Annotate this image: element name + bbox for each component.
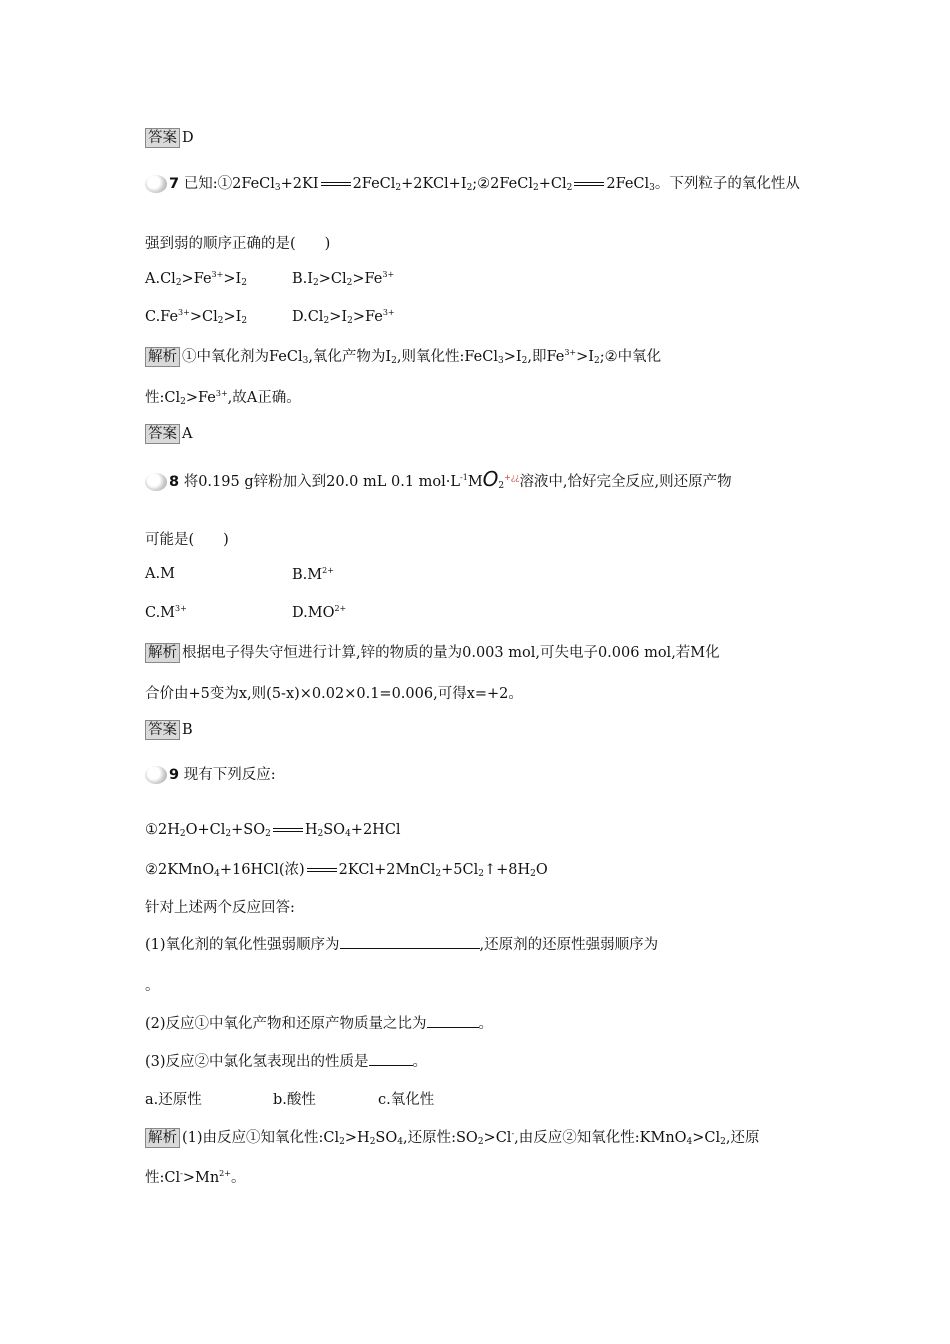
- option-label: A.M: [145, 566, 175, 582]
- analysis-text: >Cl: [692, 1130, 721, 1146]
- analysis-text: ,还原性:SO: [402, 1130, 478, 1146]
- q7-text: ;②2FeCl: [472, 176, 533, 192]
- analysis-text: >H: [344, 1130, 370, 1146]
- analysis-text: ,由反应②知氧化性:KMnO: [514, 1130, 687, 1146]
- q8-text: M: [467, 474, 483, 490]
- answer-value: D: [182, 130, 194, 146]
- question-7-stem: 7 已知:①2FeCl$_3$+2KI $2FeCl_2+2KCl+I_2;②2FeCl_2+Cl_2$ 2FeCl$_3$。下列粒子的氧化性从: [145, 172, 800, 193]
- analysis-text: ;②中氧化: [599, 349, 662, 365]
- question-9-sub-1-line2: [145, 974, 160, 995]
- question-8-analysis: [145, 641, 720, 663]
- question-8-option-b: $B.M^{2+}$: [292, 566, 334, 583]
- equals-sign-icon: [574, 182, 604, 186]
- analysis-tag: 解析: [145, 347, 180, 367]
- analysis-text: >I: [576, 349, 594, 365]
- equals-sign-icon: [273, 828, 303, 832]
- option-label: D.MO: [292, 605, 335, 621]
- option-label: B.I: [292, 271, 313, 287]
- formula-o-symbol: O: [482, 467, 499, 491]
- analysis-text: 性:Cl: [145, 390, 181, 406]
- answer-blank[interactable]: [427, 1027, 479, 1028]
- question-7-option-b: $B.I_2>Cl_2>Fe^{3+}$: [292, 270, 395, 288]
- reaction-text: +16HCl(浓): [219, 862, 305, 878]
- question-marker-icon: [145, 766, 167, 784]
- question-7-answer: [145, 424, 192, 444]
- analysis-text: (1)由反应①知氧化性:Cl: [182, 1130, 340, 1146]
- analysis-text: 性:Cl: [145, 1170, 181, 1186]
- q7-text: 2FeCl: [352, 176, 396, 192]
- answer-blank[interactable]: [369, 1065, 413, 1066]
- analysis-text: >Mn: [182, 1170, 220, 1186]
- question-9-option-a: a.还原性: [145, 1092, 202, 1108]
- reaction-text: 2KCl+2MnCl: [338, 862, 436, 878]
- question-9-stem: [145, 763, 276, 784]
- sub-question-text: (1)氧化剂的氧化性强弱顺序为: [145, 937, 340, 953]
- q9-intro: 现有下列反应:: [183, 767, 276, 783]
- analysis-text: ,即Fe: [527, 349, 565, 365]
- analysis-text: 。: [230, 1170, 246, 1186]
- question-marker-icon: [145, 175, 167, 193]
- answer-line-prev: [145, 128, 194, 148]
- sub-question-text: (2)反应①中氧化产物和还原产物质量之比为: [145, 1016, 427, 1032]
- answer-blank[interactable]: [340, 948, 480, 949]
- question-9-sub-3: [145, 1050, 427, 1071]
- question-number: 9: [169, 767, 180, 783]
- question-9-analysis: 解析 (1)由反应①知氧化性$:Cl_2>H_2SO_4$,还原性$:SO_2>Cl^-$,由反应②知氧化性$:KMnO_4>Cl_2$,还原: [145, 1126, 760, 1148]
- option-label: C.M: [145, 605, 176, 621]
- question-number: 8: [169, 474, 180, 490]
- question-8-analysis-line2: 合价由+5变为x,则(5-x)×0.02×0.1=0.006,可得x=+2。: [145, 686, 523, 702]
- answer-tag: 答案: [145, 720, 180, 740]
- q8-text: 溶液中,恰好完全反应,则还原产物: [519, 474, 732, 490]
- analysis-text: ①中氧化剂为FeCl: [182, 349, 303, 365]
- question-8-answer: [145, 720, 193, 740]
- reaction-text: ①2H: [145, 822, 180, 838]
- answer-tag: 答案: [145, 424, 180, 444]
- answer-value: B: [182, 722, 193, 738]
- option-label: A.Cl: [145, 271, 176, 287]
- question-8-stem: 8 将0.195 g锌粉加入到20.0 mL 0.1 $mol\cdot L^{-1}MO_2^{+¿¿}$溶液中,恰好完全反应,则还原产物: [145, 467, 732, 491]
- reaction-text: +SO: [231, 822, 266, 838]
- question-9-sub-1: [145, 933, 658, 954]
- analysis-text: >Fe: [185, 390, 216, 406]
- option-label: D.Cl: [292, 309, 324, 325]
- question-7-option-a: $A.Cl_2>Fe^{3+}>I_2$: [145, 270, 247, 288]
- question-7-analysis: 解析 ①中氧化剂为FeCl$_3$,氧化产物为$I_2$,则氧化性$:FeCl_3>I_2$,即$Fe^{3+}>I_2;②$中氧化: [145, 345, 661, 367]
- answer-tag: 答案: [145, 128, 180, 148]
- sub-question-text: 。: [478, 1016, 494, 1032]
- q7-text: 2FeCl: [606, 176, 650, 192]
- question-9-prompt: 针对上述两个反应回答:: [145, 900, 295, 916]
- q7-text: +Cl: [538, 176, 567, 192]
- q7-text: 。下列粒子的氧化性从: [654, 176, 800, 192]
- sub-question-text: 。: [412, 1054, 428, 1070]
- question-9-sub-2: [145, 1012, 493, 1033]
- question-7-analysis-line2: 性$:Cl_2>Fe^{3+}$,故A正确。: [145, 389, 301, 407]
- sub-question-text: ,还原剂的还原性强弱顺序为: [479, 937, 659, 953]
- question-8-stem-line2: 可能是( ): [145, 532, 229, 548]
- question-marker-icon: [145, 473, 167, 491]
- q7-text: +2KI: [280, 176, 319, 192]
- option-label: C.Fe: [145, 309, 179, 325]
- equals-sign-icon: [321, 182, 351, 186]
- analysis-text: ,则氧化性:FeCl: [396, 349, 498, 365]
- reaction-text: ↑+8H: [483, 862, 531, 878]
- question-8-option-a: [145, 566, 175, 582]
- reaction-text: H: [304, 822, 318, 838]
- analysis-text: 根据电子得失守恒进行计算,锌的物质的量为0.003 mol,可失电子0.006 mol,若M化: [182, 645, 720, 661]
- question-7-option-c: $C.Fe^{3+}>Cl_2>I_2$: [145, 308, 248, 326]
- question-8-option-d: $D.MO^{2+}$: [292, 604, 347, 621]
- reaction-2: ②2KMnO$_4$+16HCl(浓) $2KCl+2MnCl_2+5Cl_2↑+8H_2O$: [145, 862, 548, 879]
- reaction-text: +5Cl: [441, 862, 479, 878]
- reaction-text: +2HCl: [350, 822, 401, 838]
- q7-text: 已知:①2FeCl: [183, 176, 275, 192]
- q7-text: +2KCl+I: [401, 176, 467, 192]
- analysis-text: >Cl: [483, 1130, 512, 1146]
- analysis-tag: 解析: [145, 1128, 180, 1148]
- analysis-text: >I: [503, 349, 522, 365]
- sub-question-text: (3)反应②中氯化氢表现出的性质是: [145, 1054, 369, 1070]
- question-9-option-b: b.酸性: [273, 1092, 316, 1108]
- reaction-text: O: [535, 862, 548, 878]
- sub-question-text: 。: [145, 978, 160, 994]
- question-9-option-c: c.氧化性: [378, 1092, 435, 1108]
- analysis-text: ,故A正确。: [227, 390, 301, 406]
- question-7-option-d: $D.Cl_2>I_2>Fe^{3+}$: [292, 308, 395, 326]
- analysis-text: ,氧化产物为I: [308, 349, 392, 365]
- option-label: B.M: [292, 567, 323, 583]
- analysis-tag: 解析: [145, 643, 180, 663]
- question-7-stem-line2: 强到弱的顺序正确的是( ): [145, 236, 331, 252]
- equals-sign-icon: [307, 868, 337, 872]
- analysis-text: SO: [375, 1130, 398, 1146]
- reaction-text: O+Cl: [185, 822, 226, 838]
- question-8-option-c: $C.M^{3+}$: [145, 604, 187, 621]
- analysis-text: ,还原: [725, 1130, 760, 1146]
- q8-text: 将0.195 g锌粉加入到20.0 mL 0.1 mol·L: [183, 474, 461, 490]
- question-9-analysis-line2: 性$:Cl^->Mn^{2+}$。: [145, 1169, 246, 1186]
- reaction-text: ②2KMnO: [145, 862, 215, 878]
- question-number: 7: [169, 176, 180, 192]
- answer-value: A: [182, 426, 193, 442]
- reaction-text: SO: [323, 822, 346, 838]
- reaction-1: $①2H_2O+Cl_2+SO_2$ $H_2SO_4+2HCl$: [145, 822, 401, 839]
